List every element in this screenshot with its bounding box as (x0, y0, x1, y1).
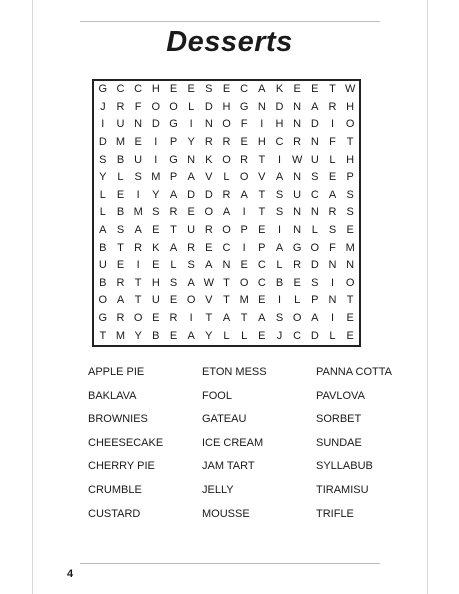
grid-letter: R (116, 276, 125, 289)
grid-letter: A (258, 312, 266, 325)
grid-letter: E (152, 259, 160, 272)
word-list-item: BAKLAVA (88, 389, 137, 402)
grid-letter: Y (152, 188, 160, 201)
grid-letter: N (257, 100, 266, 113)
word-list (88, 366, 408, 531)
grid-letter: B (116, 153, 125, 166)
grid-letter: E (293, 276, 301, 289)
grid-letter: Y (205, 329, 213, 342)
grid-letter: R (222, 136, 231, 149)
grid-letter: L (294, 294, 301, 307)
grid-letter: A (187, 276, 195, 289)
grid-letter: I (101, 118, 105, 131)
grid-letter: R (222, 188, 231, 201)
word-list-item: PAVLOVA (316, 389, 365, 402)
grid-letter: S (346, 206, 354, 219)
grid-letter: R (169, 206, 178, 219)
grid-letter: R (328, 100, 337, 113)
grid-letter: D (310, 259, 319, 272)
grid-letter: V (205, 294, 213, 307)
grid-letter: O (345, 276, 355, 289)
grid-letter: J (276, 329, 283, 342)
grid-letter: U (134, 153, 143, 166)
page-border-right (427, 0, 428, 594)
grid-letter: S (275, 312, 284, 325)
grid-letter: S (205, 83, 213, 96)
grid-letter: O (345, 118, 355, 131)
bottom-rule (80, 563, 380, 564)
grid-letter: S (169, 276, 178, 289)
word-list-item: TRIFLE (316, 507, 354, 520)
grid-letter: S (99, 153, 107, 166)
grid-letter: I (260, 118, 264, 131)
grid-letter: S (152, 206, 160, 219)
grid-letter: C (293, 329, 302, 342)
grid-letter: A (328, 188, 337, 201)
grid-letter: P (258, 241, 266, 254)
grid-letter: E (258, 329, 266, 342)
grid-letter: C (116, 83, 125, 96)
grid-letter: J (100, 100, 106, 113)
grid-letter: S (311, 276, 319, 289)
grid-letter: A (187, 329, 195, 342)
grid-letter: T (134, 294, 142, 307)
grid-letter: P (169, 171, 178, 184)
grid-letter: E (116, 188, 125, 201)
grid-letter: P (169, 136, 178, 149)
grid-letter: O (169, 100, 178, 113)
grid-letter: I (242, 241, 246, 254)
grid-letter: E (152, 312, 160, 325)
grid-letter: R (134, 241, 143, 254)
grid-letter: H (275, 118, 284, 131)
grid-letter: T (346, 294, 354, 307)
grid-letter: C (257, 259, 266, 272)
word-list-item: FOOL (202, 389, 232, 402)
grid-letter: C (257, 276, 266, 289)
grid-letter: W (291, 153, 303, 166)
grid-letter: D (310, 118, 319, 131)
grid-letter: A (258, 83, 266, 96)
grid-letter: S (275, 188, 284, 201)
word-list-item: ETON MESS (202, 366, 267, 378)
word-list-item: ICE CREAM (202, 436, 264, 449)
grid-letter: I (189, 118, 193, 131)
grid-letter: D (204, 100, 213, 113)
word-list-item: CHERRY PIE (88, 460, 155, 473)
grid-letter: H (151, 83, 160, 96)
grid-letter: E (116, 259, 125, 272)
grid-letter: L (329, 153, 336, 166)
grid-letter: H (222, 100, 231, 113)
grid-letter: R (169, 312, 178, 325)
word-list-item: CUSTARD (88, 507, 141, 520)
grid-letter: O (292, 312, 302, 325)
grid-letter: E (293, 83, 301, 96)
grid-letter: G (239, 100, 249, 113)
grid-letter: H (257, 136, 266, 149)
page-title: Desserts (166, 26, 293, 58)
grid-letter: T (223, 294, 230, 307)
grid-letter: B (99, 241, 107, 254)
grid-letter: P (346, 171, 354, 184)
grid-letter: G (169, 153, 178, 166)
grid-letter: N (222, 259, 231, 272)
grid-letter: R (187, 241, 196, 254)
grid-letter: C (240, 83, 249, 96)
grid-letter: I (330, 118, 335, 131)
grid-letter: S (328, 224, 337, 237)
word-list-item: CRUMBLE (88, 483, 142, 496)
grid-letter: N (293, 118, 302, 131)
grid-letter: V (205, 171, 213, 184)
grid-letter: M (115, 136, 126, 149)
grid-letter: G (98, 83, 108, 96)
grid-letter: V (258, 171, 266, 184)
grid-letter: N (328, 259, 337, 272)
grid-letter: U (310, 153, 319, 166)
grid-letter: L (223, 329, 230, 342)
grid-letter: F (134, 100, 142, 113)
grid-letter: A (205, 259, 213, 272)
grid-letter: N (346, 259, 355, 272)
grid-letter: G (169, 118, 178, 131)
grid-letter: E (346, 312, 354, 325)
grid-letter: N (293, 100, 302, 113)
word-list-item: CHEESECAKE (88, 436, 164, 449)
grid-letter: T (346, 136, 354, 149)
word-list-item: SORBET (316, 413, 362, 426)
grid-letter: O (186, 294, 196, 307)
grid-letter: I (277, 294, 282, 307)
grid-letter: H (346, 153, 355, 166)
grid-letter: N (293, 224, 302, 237)
grid-letter: E (169, 329, 178, 342)
grid-letter: A (116, 294, 125, 307)
grid-letter: D (98, 136, 107, 149)
grid-letter: S (346, 188, 354, 201)
grid-letter: L (170, 259, 177, 272)
grid-letter: I (242, 206, 246, 219)
grid-letter: B (99, 276, 107, 289)
grid-letter: N (310, 206, 319, 219)
grid-letter: C (310, 188, 319, 201)
word-list-item: SYLLABUB (316, 460, 373, 473)
grid-letter: D (187, 188, 196, 201)
grid-letter: H (151, 276, 160, 289)
grid-letter: A (240, 188, 248, 201)
grid-letter: C (222, 241, 231, 254)
grid-letter: W (203, 276, 215, 289)
grid-letter: U (151, 294, 160, 307)
grid-letter: M (151, 171, 161, 184)
grid-letter: O (222, 118, 231, 131)
grid-letter: L (311, 224, 318, 237)
grid-letter: U (116, 118, 125, 131)
grid-letter: N (134, 118, 143, 131)
grid-letter: E (240, 259, 248, 272)
grid-letter: L (223, 171, 230, 184)
grid-letter: I (136, 188, 140, 201)
word-list-item: JAM TART (202, 460, 255, 473)
grid-letter: E (187, 83, 195, 96)
grid-letter: C (134, 83, 143, 96)
grid-letter: L (329, 329, 336, 342)
grid-letter: G (292, 241, 302, 254)
grid-letter: Y (134, 329, 142, 342)
grid-letter: N (204, 118, 213, 131)
grid-letter: E (134, 136, 142, 149)
grid-letter: O (222, 224, 231, 237)
word-list-item: BROWNIES (88, 413, 148, 426)
grid-letter: E (258, 294, 266, 307)
grid-letter: T (258, 188, 266, 201)
grid-letter: G (98, 312, 108, 325)
grid-letter: H (346, 100, 355, 113)
grid-letter: A (311, 100, 319, 113)
grid-letter: E (205, 241, 213, 254)
grid-letter: M (115, 329, 126, 342)
grid-letter: O (204, 206, 214, 219)
grid-letter: I (330, 312, 335, 325)
grid-letter: A (169, 188, 178, 201)
grid-letter: E (240, 136, 248, 149)
grid-letter: F (329, 136, 336, 149)
word-list-item: JELLY (202, 483, 234, 496)
grid-letter: D (310, 329, 319, 342)
grid-letter: Y (99, 171, 107, 184)
grid-letter: R (293, 259, 302, 272)
grid-letter: N (293, 206, 302, 219)
grid-letter: M (239, 294, 249, 307)
grid-letter: R (293, 136, 302, 149)
grid-letter: A (187, 171, 195, 184)
grid-letter: O (133, 312, 143, 325)
page-number: 4 (67, 568, 74, 580)
grid-letter: D (204, 188, 213, 201)
grid-letter: Y (187, 136, 195, 149)
grid-letter: N (293, 171, 302, 184)
grid-letter: T (258, 206, 266, 219)
grid-letter: L (188, 100, 195, 113)
grid-letter: D (151, 118, 160, 131)
grid-letter: E (187, 206, 195, 219)
grid-letter: C (275, 136, 284, 149)
grid-letter: O (239, 171, 249, 184)
grid-letter: A (99, 224, 107, 237)
grid-letter: T (329, 83, 336, 96)
grid-letter: R (204, 136, 213, 149)
grid-letter: L (99, 188, 106, 201)
grid-letter: L (276, 259, 283, 272)
grid-letter: S (134, 171, 142, 184)
grid-letter: U (98, 259, 107, 272)
grid-letter: T (240, 312, 248, 325)
grid-letter: U (187, 224, 196, 237)
grid-letter: D (275, 100, 284, 113)
grid-letter: E (328, 171, 337, 184)
grid-letter: T (223, 276, 230, 289)
grid-letter: L (99, 206, 106, 219)
grid-letter: M (133, 206, 143, 219)
grid-letter: I (154, 153, 158, 166)
grid-letter: U (293, 188, 302, 201)
grid-letter: W (344, 83, 356, 96)
grid-letter: P (311, 294, 319, 307)
word-search-grid (92, 79, 361, 347)
grid-letter: E (169, 83, 178, 96)
grid-letter: T (205, 312, 213, 325)
grid-letter: L (117, 171, 124, 184)
grid-letter: A (134, 224, 142, 237)
grid-letter: R (328, 206, 337, 219)
grid-letter: T (99, 329, 107, 342)
grid-letter: A (222, 312, 231, 325)
grid-letter: O (239, 276, 249, 289)
grid-letter: E (169, 294, 178, 307)
grid-letter: R (116, 100, 125, 113)
grid-letter: B (116, 206, 125, 219)
grid-letter: N (187, 153, 196, 166)
grid-letter: A (222, 206, 231, 219)
grid-letter: O (222, 153, 231, 166)
grid-letter: O (151, 100, 161, 113)
grid-letter: E (346, 329, 354, 342)
grid-letter: L (241, 329, 248, 342)
grid-letter: A (275, 241, 284, 254)
grid-letter: I (277, 153, 282, 166)
grid-letter: P (240, 224, 248, 237)
word-list-item: TIRAMISU (316, 483, 369, 496)
grid-letter: I (189, 312, 193, 325)
grid-letter: S (116, 224, 125, 237)
grid-letter: E (222, 83, 231, 96)
grid-letter: R (204, 224, 213, 237)
grid-letter: S (187, 259, 195, 272)
word-list-item: APPLE PIE (88, 366, 145, 378)
grid-letter: I (136, 259, 140, 272)
grid-letter: S (275, 206, 284, 219)
word-list-item: MOUSSE (202, 507, 250, 520)
grid-letter: E (152, 224, 160, 237)
grid-letter: N (310, 136, 319, 149)
grid-letter: A (169, 241, 178, 254)
word-list-item: SUNDAE (316, 436, 362, 449)
grid-letter: E (346, 224, 354, 237)
grid-letter: K (152, 241, 160, 254)
grid-letter: M (345, 241, 355, 254)
grid-letter: I (330, 276, 335, 289)
grid-letter: K (275, 83, 284, 96)
grid-letter: B (275, 276, 284, 289)
word-list-item: PANNA COTTA (316, 366, 392, 378)
grid-letter: O (98, 294, 108, 307)
grid-letter: F (240, 118, 248, 131)
grid-letter: K (205, 153, 213, 166)
grid-letter: I (277, 224, 282, 237)
grid-letter: E (311, 83, 319, 96)
grid-letter: R (240, 153, 249, 166)
word-list-item: GATEAU (202, 413, 247, 426)
grid-letter: I (154, 136, 158, 149)
grid-letter: F (329, 241, 336, 254)
grid-letter: A (311, 312, 319, 325)
grid-letter: T (117, 241, 124, 254)
top-rule (80, 21, 380, 22)
grid-letter: T (170, 224, 177, 237)
grid-letter: S (311, 171, 319, 184)
grid-letter: B (152, 329, 160, 342)
grid-letter: A (275, 171, 284, 184)
grid-letter: O (310, 241, 320, 254)
grid-letter: N (328, 294, 337, 307)
page-border-left (32, 0, 33, 594)
grid-letter: T (258, 153, 266, 166)
grid-letter: T (134, 276, 142, 289)
grid-letter: R (116, 312, 125, 325)
grid-letter: E (258, 224, 266, 237)
